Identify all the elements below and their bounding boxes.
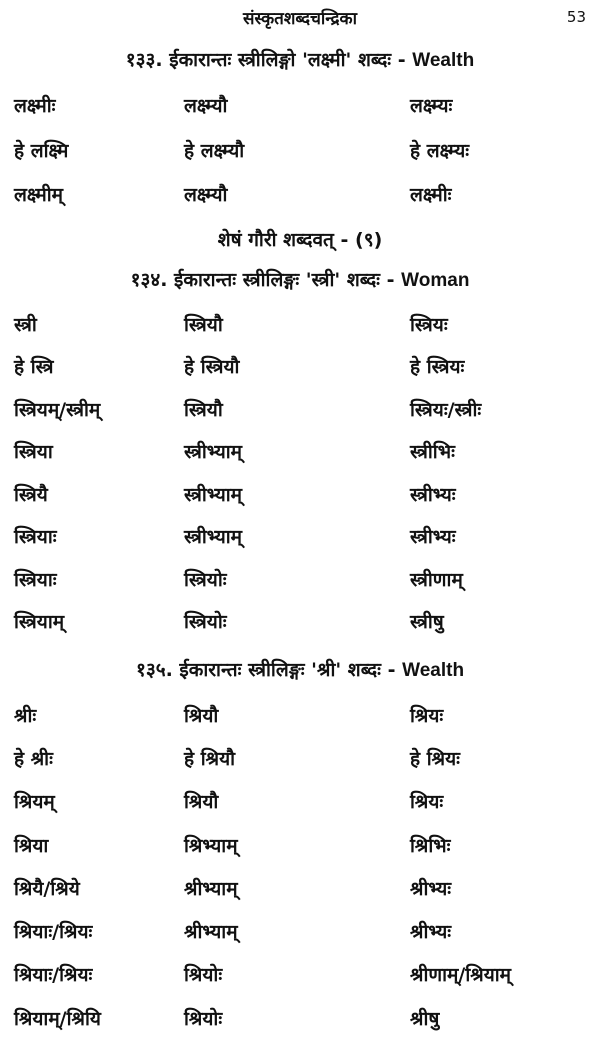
heading-sanskrit: १३४. ईकारान्तः स्त्रीलिङ्गः 'स्त्री' शब्दः - <box>130 269 395 291</box>
declension-row <box>0 961 600 995</box>
plural-form: लक्ष्मीः <box>410 184 452 206</box>
plural-form: श्रीभ्यः <box>410 921 452 943</box>
plural-form: श्रियः <box>410 705 444 727</box>
singular-form: स्त्रियम्/स्त्रीम् <box>14 399 101 421</box>
singular-form: श्रिया <box>14 835 49 857</box>
declension-row <box>0 311 600 345</box>
declension-row <box>0 438 600 472</box>
plural-form: श्रीषु <box>410 1008 440 1030</box>
plural-form: स्त्रियः <box>410 314 448 336</box>
singular-form: श्रियम् <box>14 791 55 813</box>
singular-form: श्रियै/श्रिये <box>14 878 80 900</box>
singular-form: श्रियाम्/श्रियि <box>14 1008 101 1030</box>
declension-row <box>0 137 600 171</box>
heading-english: Woman <box>401 270 470 291</box>
declension-row <box>0 745 600 779</box>
dual-form: हे श्रियौ <box>184 748 236 770</box>
dual-form: श्रिभ्याम् <box>184 835 238 857</box>
singular-form: स्त्रियाः <box>14 526 57 548</box>
singular-form: हे स्त्रि <box>14 356 54 378</box>
declension-row <box>0 788 600 822</box>
declension-row <box>0 1005 600 1039</box>
declension-row <box>0 396 600 430</box>
plural-form: हे श्रियः <box>410 748 460 770</box>
plural-form: स्त्रीभ्यः <box>410 484 456 506</box>
dual-form: हे लक्ष्म्यौ <box>184 140 245 162</box>
dual-form: स्त्रीभ्याम् <box>184 484 243 506</box>
declension-row <box>0 832 600 866</box>
dual-form: स्त्रीभ्याम् <box>184 526 243 548</box>
singular-form: श्रीः <box>14 705 37 727</box>
declension-row <box>0 92 600 126</box>
dual-form: लक्ष्म्यौ <box>184 184 228 206</box>
dual-form: स्त्रियोः <box>184 569 227 591</box>
plural-form: श्रिभिः <box>410 835 451 857</box>
singular-form: लक्ष्मीम् <box>14 184 63 206</box>
section-note: शेषं गौरी शब्दवत् - (९) <box>217 229 383 251</box>
declension-row <box>0 523 600 557</box>
dual-form: श्रीभ्याम् <box>184 921 238 943</box>
running-title: संस्कृतशब्दचन्द्रिका <box>242 9 358 29</box>
declension-row <box>0 566 600 600</box>
dual-form: स्त्रियौ <box>184 314 223 336</box>
singular-form: स्त्री <box>14 314 37 336</box>
singular-form: लक्ष्मीः <box>14 95 56 117</box>
singular-form: श्रियाः/श्रियः <box>14 964 93 986</box>
declension-row <box>0 918 600 952</box>
section-heading-135 <box>0 656 600 682</box>
page-number: 53 <box>566 8 586 26</box>
plural-form: श्रियः <box>410 791 444 813</box>
singular-form: स्त्रियाः <box>14 569 57 591</box>
dual-form: स्त्रीभ्याम् <box>184 441 243 463</box>
declension-row <box>0 875 600 909</box>
singular-form: हे श्रीः <box>14 748 53 770</box>
section-heading-133 <box>0 46 600 72</box>
dual-form: श्रियोः <box>184 1008 223 1030</box>
dual-form: श्रीभ्याम् <box>184 878 238 900</box>
running-head <box>0 6 600 30</box>
plural-form: स्त्रीभिः <box>410 441 455 463</box>
singular-form: स्त्रिया <box>14 441 53 463</box>
singular-form: स्त्रियाम् <box>14 611 65 633</box>
plural-form: स्त्रीभ्यः <box>410 526 456 548</box>
plural-form: लक्ष्म्यः <box>410 95 453 117</box>
dual-form: श्रियौ <box>184 705 219 727</box>
plural-form: हे स्त्रियः <box>410 356 465 378</box>
dual-form: स्त्रियोः <box>184 611 227 633</box>
plural-form: हे लक्ष्म्यः <box>410 140 470 162</box>
dual-form: स्त्रियौ <box>184 399 223 421</box>
plural-form: श्रीणाम्/श्रियाम् <box>410 964 512 986</box>
singular-form: स्त्रियै <box>14 484 48 506</box>
declension-row <box>0 608 600 642</box>
plural-form: स्त्रियः/स्त्रीः <box>410 399 482 421</box>
plural-form: स्त्रीषु <box>410 611 444 633</box>
declension-row <box>0 702 600 736</box>
dual-form: लक्ष्म्यौ <box>184 95 228 117</box>
declension-row <box>0 181 600 215</box>
singular-form: हे लक्ष्मि <box>14 140 69 162</box>
heading-sanskrit: १३५. ईकारान्तः स्त्रीलिङ्गः 'श्री' शब्दः - <box>135 659 396 681</box>
dual-form: श्रियौ <box>184 791 219 813</box>
heading-english: Wealth <box>412 50 475 71</box>
declension-row <box>0 353 600 387</box>
plural-form: श्रीभ्यः <box>410 878 452 900</box>
heading-english: Wealth <box>402 660 465 681</box>
dual-form: श्रियोः <box>184 964 223 986</box>
dual-form: हे स्त्रियौ <box>184 356 240 378</box>
plural-form: स्त्रीणाम् <box>410 569 463 591</box>
section-heading-134 <box>0 266 600 292</box>
singular-form: श्रियाः/श्रियः <box>14 921 93 943</box>
declension-row <box>0 481 600 515</box>
heading-sanskrit: १३३. ईकारान्तः स्त्रीलिङ्गो 'लक्ष्मी' शब्दः - <box>125 49 406 71</box>
